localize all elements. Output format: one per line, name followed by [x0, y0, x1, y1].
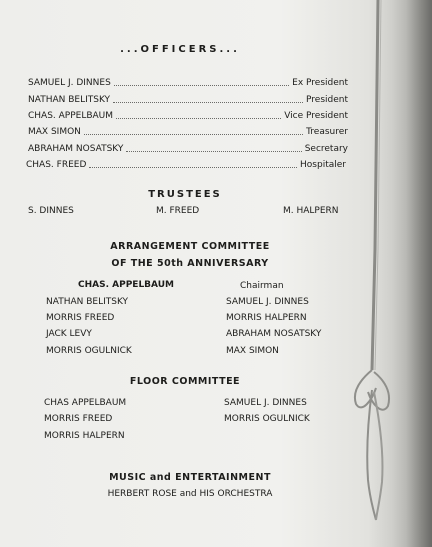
officers-heading: ...OFFICERS...: [120, 44, 240, 55]
committee-member: MORRIS HALPERN: [226, 313, 307, 323]
officer-title: Vice President: [284, 111, 348, 121]
trustee-name: S. DINNES: [28, 206, 74, 216]
arrangement-subheading: OF THE 50th ANNIVERSARY: [111, 258, 269, 269]
committee-member: MORRIS FREED: [46, 313, 115, 323]
floor-member: CHAS APPELBAUM: [44, 398, 127, 408]
officer-name: NATHAN BELITSKY: [28, 95, 111, 105]
trustees-heading: TRUSTEES: [148, 189, 222, 200]
officer-title: Hospitaler: [300, 160, 346, 170]
officer-title: President: [306, 95, 348, 105]
floor-committee-heading: FLOOR COMMITTEE: [129, 376, 241, 387]
arrangement-heading: ARRANGEMENT COMMITTEE: [110, 241, 270, 252]
trustee-name: M. HALPERN: [283, 206, 339, 216]
committee-member: ABRAHAM NOSATSKY: [226, 329, 322, 339]
officer-title: Secretary: [304, 144, 348, 154]
officer-name: SAMUEL J. DINNES: [28, 78, 111, 88]
officer-name: MAX SIMON: [28, 127, 81, 137]
officer-title: Treasurer: [306, 127, 348, 137]
committee-member: JACK LEVY: [46, 329, 92, 339]
officer-name: CHAS. FREED: [26, 160, 87, 170]
committee-member: SAMUEL J. DINNES: [226, 297, 309, 307]
committee-member: NATHAN BELITSKY: [46, 297, 129, 307]
officer-title: Ex President: [292, 78, 348, 88]
chairman-title: Chairman: [240, 281, 284, 291]
chairman-name: CHAS. APPELBAUM: [78, 280, 174, 290]
music-line: HERBERT ROSE and HIS ORCHESTRA: [107, 489, 273, 499]
officer-name: ABRAHAM NOSATSKY: [28, 144, 124, 154]
floor-member: MORRIS HALPERN: [44, 431, 125, 441]
music-heading: MUSIC and ENTERTAINMENT: [109, 472, 271, 483]
officer-name: CHAS. APPELBAUM: [28, 111, 114, 121]
floor-member: SAMUEL J. DINNES: [224, 398, 307, 408]
trustee-name: M. FREED: [156, 206, 200, 216]
floor-member: MORRIS OGULNICK: [224, 414, 310, 424]
floor-member: MORRIS FREED: [44, 414, 113, 424]
committee-member: MAX SIMON: [226, 346, 279, 356]
committee-member: MORRIS OGULNICK: [46, 346, 132, 356]
